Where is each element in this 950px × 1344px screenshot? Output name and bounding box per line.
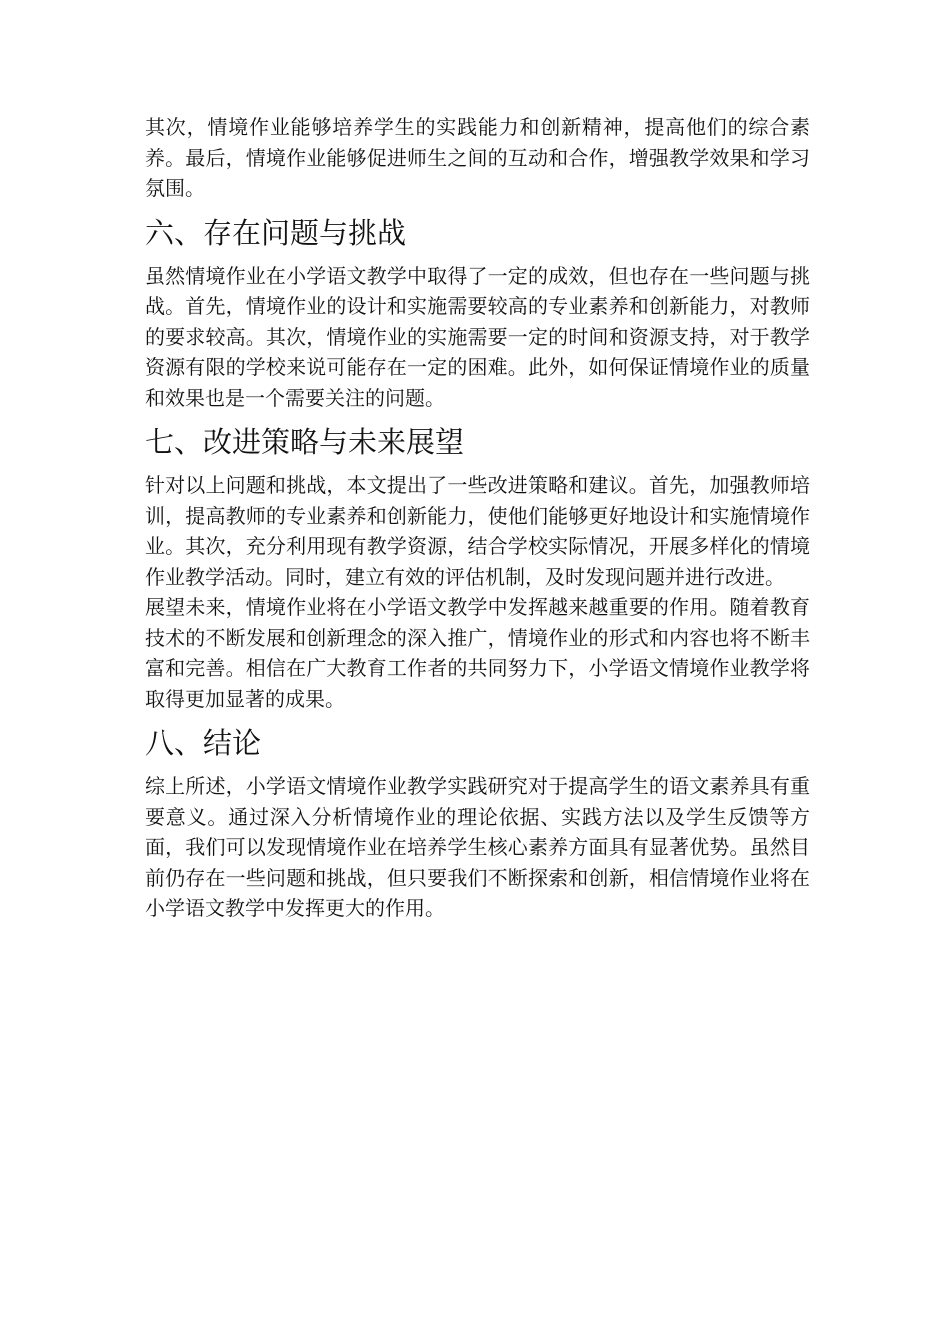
paragraph-future-outlook: 展望未来，情境作业将在小学语文教学中发挥越来越重要的作用。随着教育技术的不断发展和创新理念的深入推广，情境作业的形式和内容也将不断丰富和完善。相信在广大教育工作者的共同努力下，小学语文情境作业教学将取得更加显著的成果。 — [145, 595, 810, 711]
paragraph-challenges: 虽然情境作业在小学语文教学中取得了一定的成效，但也存在一些问题与挑战。首先，情境作业的设计和实施需要较高的专业素养和创新能力，对教师的要求较高。其次，情境作业的实施需要一定的时间和资源支持，对于教学资源有限的学校来说可能存在一定的困难。此外，如何保证情境作业的质量和效果也是一个需要关注的问题。 — [145, 263, 810, 410]
paragraph-improvement-strategies: 针对以上问题和挑战，本文提出了一些改进策略和建议。首先，加强教师培训，提高教师的专业素养和创新能力，使他们能够更好地设计和实施情境作业。其次，充分利用现有教学资源，结合学校实际情况，开展多样化的情境作业教学活动。同时，建立有效的评估机制，及时发现问题并进行改进。 — [145, 473, 810, 589]
paragraph-continuation: 其次，情境作业能够培养学生的实践能力和创新精神，提高他们的综合素养。最后，情境作业能够促进师生之间的互动和合作，增强教学效果和学习氛围。 — [145, 115, 810, 200]
section-heading-improvement: 七、改进策略与未来展望 — [145, 425, 465, 459]
section-heading-challenges: 六、存在问题与挑战 — [145, 215, 407, 250]
section-heading-conclusion: 八、结论 — [145, 726, 262, 760]
document-page — [145, 112, 810, 924]
paragraph-conclusion: 综上所述，小学语文情境作业教学实践研究对于提高学生的语文素养具有重要意义。通过深入分析情境作业的理论依据、实践方法以及学生反馈等方面，我们可以发现情境作业在培养学生核心素养方面具有显著优势。虽然目前仍存在一些问题和挑战，但只要我们不断探索和创新，相信情境作业将在小学语文教学中发挥更大的作用。 — [145, 774, 810, 920]
